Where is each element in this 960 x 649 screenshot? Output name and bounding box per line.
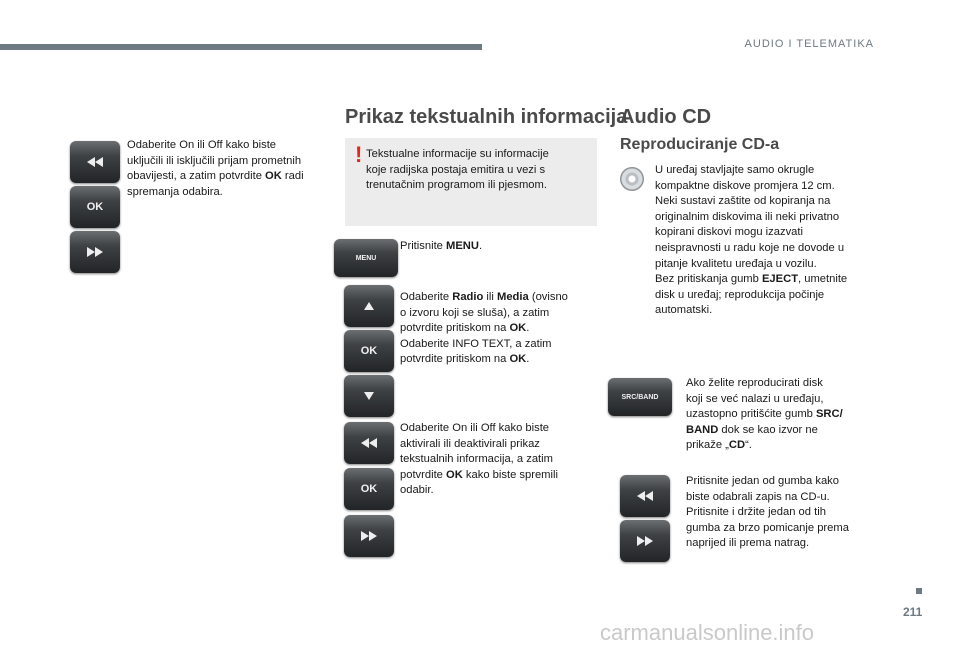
next-track-button[interactable] [620,520,670,562]
cd-icon [620,167,644,191]
arrow-down-icon [364,392,374,400]
cd-playback-subheading: Reproduciranje CD-a [620,136,780,153]
page-marker [916,588,922,594]
watermark: carmanualsonline.info [600,620,815,645]
fast-forward-icon [87,247,103,257]
rewind-icon [87,157,103,167]
fast-forward-icon [361,531,377,541]
prev-track-button[interactable] [620,475,670,517]
rewind-icon [637,491,653,501]
text-info-heading: Prikaz tekstualnih informacija [345,106,628,128]
step-toggle-text: Odaberite On ili Off kako biste aktivirali ili deaktivirali prikaz tekstualnih informacija, a zatim potvrdite OK kako biste spremili odabir. [400,422,558,497]
prev-button-2[interactable] [344,422,394,464]
header-bar [0,44,482,50]
warning-icon: ! [355,142,363,167]
ok-button[interactable]: OK [70,186,120,228]
down-button[interactable] [344,375,394,417]
step-menu-text: Pritisnite MENU. [400,240,483,252]
fast-forward-icon [637,536,653,546]
ok-button-3[interactable]: OK [344,468,394,510]
up-button[interactable] [344,285,394,327]
ok-button-2[interactable]: OK [344,330,394,372]
section-title: AUDIO I TELEMATIKA [744,38,874,50]
step-select-text: Odaberite Radio ili Media (ovisno o izvoru koji se sluša), a zatim potvrdite pritiskom na OK. Odaberite INFO TEXT, a zatim potvrdite pritiskom na OK. [400,291,568,366]
page-number: 211 [903,605,923,619]
track-select-text: Pritisnite jedan od gumba kako biste odabrali zapis na CD-u. Pritisnite i držite jedan od tih gumba za brzo pomicanje prema naprijed ili prema natrag. [686,475,849,550]
menu-button[interactable]: MENU [334,239,398,277]
prev-button[interactable] [70,141,120,183]
next-button[interactable] [70,231,120,273]
traffic-info-text: Odaberite On ili Off kako biste uključili ili isključili prijam prometnih obavijesti, a zatim potvrdite OK radi spremanja odabira. [127,139,304,198]
src-band-button[interactable]: SRC/BAND [608,378,672,416]
audio-cd-heading: Audio CD [620,106,712,128]
cd-info-text: U uređaj stavljajte samo okrugle kompaktne diskove promjera 12 cm. Neki sustavi zaštite od kopiranja na originalnim diskovima ili neki privatno kopirani diskovi mogu izazvati neispravnosti u radu koje ne dovode u pitanje kvalitetu uređaja u vozilu. Bez pritiskanja gumb EJECT, umetnite disk u uređaj; reprodukcija počinje automatski. [655,164,848,317]
rewind-icon [361,438,377,448]
note-text: Tekstualne informacije su informacije koje radijska postaja emitira u vezi s trenutačnim programom ili pjesmom. [366,148,549,192]
arrow-up-icon [364,302,374,310]
next-button-2[interactable] [344,515,394,557]
src-band-text: Ako želite reproducirati disk koji se već nalazi u uređaju, uzastopno pritišćite gumb SRC/ BAND dok se kao izvor ne prikaže „CD“. [686,377,843,452]
